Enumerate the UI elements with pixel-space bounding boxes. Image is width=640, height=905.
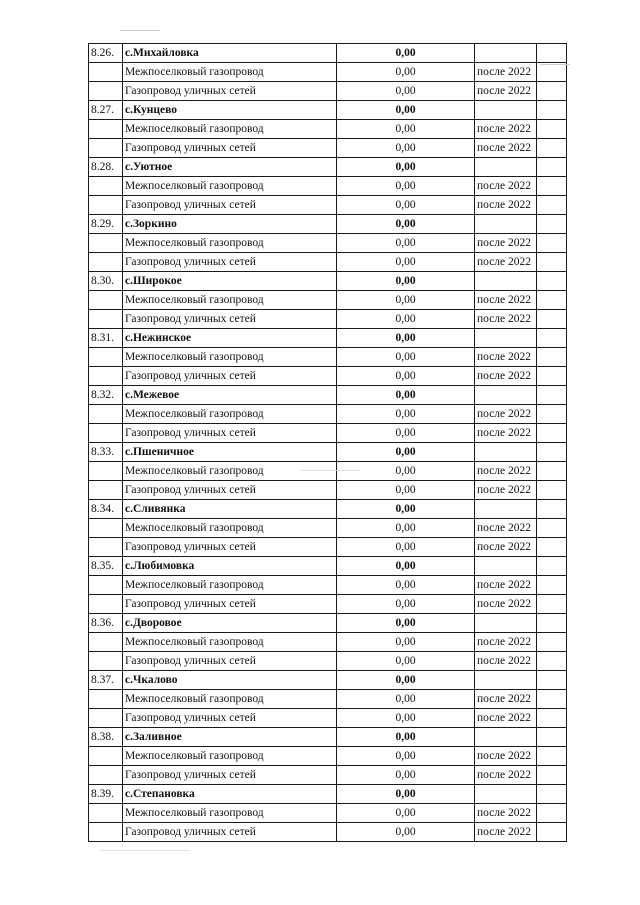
pipeline-value: 0,00 [337, 823, 475, 842]
row-number: 8.35. [89, 557, 123, 576]
extra-cell [537, 424, 567, 443]
extra-cell [537, 576, 567, 595]
row-number [89, 519, 123, 538]
row-number [89, 576, 123, 595]
pipeline-term: после 2022 [475, 804, 537, 823]
extra-cell [537, 291, 567, 310]
pipeline-row [89, 82, 567, 101]
extra-cell [537, 652, 567, 671]
pipeline-term: после 2022 [475, 120, 537, 139]
village-row [89, 671, 567, 690]
pipeline-row [89, 177, 567, 196]
extra-cell [537, 481, 567, 500]
pipeline-value: 0,00 [337, 234, 475, 253]
pipeline-value: 0,00 [337, 405, 475, 424]
extra-cell [537, 538, 567, 557]
village-row [89, 557, 567, 576]
pipeline-value: 0,00 [337, 63, 475, 82]
extra-cell [537, 158, 567, 177]
pipeline-term: после 2022 [475, 766, 537, 785]
village-row [89, 500, 567, 519]
pipeline-row [89, 310, 567, 329]
pipeline-row [89, 348, 567, 367]
pipeline-row [89, 538, 567, 557]
term-cell [475, 44, 537, 63]
row-number [89, 348, 123, 367]
village-name: с.Межевое [123, 386, 337, 405]
pipeline-term: после 2022 [475, 139, 537, 158]
scan-speckle [120, 30, 160, 31]
pipeline-name: Газопровод уличных сетей [123, 367, 337, 386]
village-name: с.Пшеничное [123, 443, 337, 462]
pipeline-term: после 2022 [475, 424, 537, 443]
village-name: с.Чкалово [123, 671, 337, 690]
extra-cell [537, 405, 567, 424]
pipeline-row [89, 519, 567, 538]
pipeline-row [89, 690, 567, 709]
pipeline-term: после 2022 [475, 576, 537, 595]
row-number [89, 595, 123, 614]
row-number [89, 310, 123, 329]
village-name: с.Михайловка [123, 44, 337, 63]
pipeline-term: после 2022 [475, 519, 537, 538]
village-row [89, 44, 567, 63]
row-number [89, 291, 123, 310]
pipeline-row [89, 747, 567, 766]
village-name: с.Сливянка [123, 500, 337, 519]
row-number [89, 747, 123, 766]
village-name: с.Нежинское [123, 329, 337, 348]
pipeline-value: 0,00 [337, 424, 475, 443]
pipeline-term: после 2022 [475, 405, 537, 424]
row-number [89, 82, 123, 101]
pipeline-value: 0,00 [337, 462, 475, 481]
village-total: 0,00 [337, 500, 475, 519]
pipeline-value: 0,00 [337, 576, 475, 595]
village-name: с.Широкое [123, 272, 337, 291]
term-cell [475, 101, 537, 120]
pipeline-name: Газопровод уличных сетей [123, 310, 337, 329]
row-number: 8.28. [89, 158, 123, 177]
extra-cell [537, 519, 567, 538]
pipeline-name: Межпоселковый газопровод [123, 63, 337, 82]
pipeline-name: Газопровод уличных сетей [123, 595, 337, 614]
pipeline-name: Газопровод уличных сетей [123, 253, 337, 272]
row-number [89, 538, 123, 557]
pipeline-row [89, 823, 567, 842]
extra-cell [537, 462, 567, 481]
extra-cell [537, 766, 567, 785]
extra-cell [537, 101, 567, 120]
row-number [89, 652, 123, 671]
village-row [89, 329, 567, 348]
pipeline-value: 0,00 [337, 367, 475, 386]
row-number [89, 481, 123, 500]
pipeline-name: Межпоселковый газопровод [123, 690, 337, 709]
pipeline-value: 0,00 [337, 348, 475, 367]
pipeline-name: Межпоселковый газопровод [123, 633, 337, 652]
extra-cell [537, 253, 567, 272]
extra-cell [537, 690, 567, 709]
row-number: 8.29. [89, 215, 123, 234]
pipeline-term: после 2022 [475, 462, 537, 481]
pipeline-row [89, 633, 567, 652]
extra-cell [537, 785, 567, 804]
extra-cell [537, 557, 567, 576]
pipeline-name: Межпоселковый газопровод [123, 291, 337, 310]
village-total: 0,00 [337, 728, 475, 747]
pipeline-row [89, 652, 567, 671]
pipeline-name: Межпоселковый газопровод [123, 519, 337, 538]
pipeline-term: после 2022 [475, 82, 537, 101]
pipeline-row [89, 804, 567, 823]
pipeline-name: Газопровод уличных сетей [123, 481, 337, 500]
scan-speckle [100, 850, 190, 851]
village-total: 0,00 [337, 44, 475, 63]
pipeline-term: после 2022 [475, 823, 537, 842]
pipeline-row [89, 367, 567, 386]
pipeline-value: 0,00 [337, 652, 475, 671]
village-total: 0,00 [337, 614, 475, 633]
pipeline-value: 0,00 [337, 291, 475, 310]
row-number [89, 823, 123, 842]
row-number: 8.39. [89, 785, 123, 804]
term-cell [475, 500, 537, 519]
row-number: 8.31. [89, 329, 123, 348]
extra-cell [537, 614, 567, 633]
pipeline-value: 0,00 [337, 519, 475, 538]
village-name: с.Зоркино [123, 215, 337, 234]
pipeline-term: после 2022 [475, 633, 537, 652]
row-number [89, 196, 123, 215]
extra-cell [537, 367, 567, 386]
term-cell [475, 614, 537, 633]
pipeline-value: 0,00 [337, 139, 475, 158]
pipeline-name: Межпоселковый газопровод [123, 405, 337, 424]
village-name: с.Кунцево [123, 101, 337, 120]
pipeline-row [89, 595, 567, 614]
village-total: 0,00 [337, 671, 475, 690]
pipeline-term: после 2022 [475, 690, 537, 709]
extra-cell [537, 500, 567, 519]
pipeline-term: после 2022 [475, 234, 537, 253]
row-number [89, 709, 123, 728]
pipeline-value: 0,00 [337, 595, 475, 614]
pipeline-name: Газопровод уличных сетей [123, 766, 337, 785]
pipeline-value: 0,00 [337, 709, 475, 728]
pipeline-name: Газопровод уличных сетей [123, 538, 337, 557]
row-number: 8.38. [89, 728, 123, 747]
row-number [89, 120, 123, 139]
extra-cell [537, 196, 567, 215]
term-cell [475, 728, 537, 747]
pipeline-value: 0,00 [337, 177, 475, 196]
row-number [89, 804, 123, 823]
village-total: 0,00 [337, 272, 475, 291]
pipeline-value: 0,00 [337, 82, 475, 101]
scan-speckle [300, 470, 360, 471]
extra-cell [537, 443, 567, 462]
extra-cell [537, 177, 567, 196]
pipeline-name: Межпоселковый газопровод [123, 177, 337, 196]
village-total: 0,00 [337, 386, 475, 405]
row-number: 8.30. [89, 272, 123, 291]
pipeline-term: после 2022 [475, 481, 537, 500]
village-row [89, 785, 567, 804]
village-total: 0,00 [337, 443, 475, 462]
pipeline-value: 0,00 [337, 747, 475, 766]
pipeline-term: после 2022 [475, 310, 537, 329]
pipeline-value: 0,00 [337, 196, 475, 215]
row-number: 8.32. [89, 386, 123, 405]
village-row [89, 728, 567, 747]
extra-cell [537, 234, 567, 253]
pipeline-row [89, 709, 567, 728]
pipeline-term: после 2022 [475, 367, 537, 386]
pipeline-name: Газопровод уличных сетей [123, 424, 337, 443]
pipeline-row [89, 405, 567, 424]
pipeline-value: 0,00 [337, 310, 475, 329]
extra-cell [537, 804, 567, 823]
extra-cell [537, 272, 567, 291]
village-total: 0,00 [337, 215, 475, 234]
village-total: 0,00 [337, 101, 475, 120]
extra-cell [537, 671, 567, 690]
row-number: 8.34. [89, 500, 123, 519]
village-total: 0,00 [337, 785, 475, 804]
pipeline-name: Межпоселковый газопровод [123, 576, 337, 595]
pipeline-term: после 2022 [475, 747, 537, 766]
village-total: 0,00 [337, 557, 475, 576]
extra-cell [537, 120, 567, 139]
extra-cell [537, 139, 567, 158]
row-number [89, 234, 123, 253]
pipeline-name: Газопровод уличных сетей [123, 139, 337, 158]
pipeline-row [89, 462, 567, 481]
extra-cell [537, 595, 567, 614]
extra-cell [537, 44, 567, 63]
term-cell [475, 158, 537, 177]
pipeline-name: Межпоселковый газопровод [123, 462, 337, 481]
row-number [89, 253, 123, 272]
pipeline-value: 0,00 [337, 804, 475, 823]
pipeline-term: после 2022 [475, 291, 537, 310]
pipeline-name: Газопровод уличных сетей [123, 82, 337, 101]
row-number [89, 690, 123, 709]
extra-cell [537, 386, 567, 405]
pipeline-name: Межпоселковый газопровод [123, 234, 337, 253]
pipeline-term: после 2022 [475, 63, 537, 82]
pipeline-row [89, 63, 567, 82]
pipeline-row [89, 481, 567, 500]
term-cell [475, 557, 537, 576]
gas-pipeline-table [88, 43, 567, 842]
village-row [89, 386, 567, 405]
pipeline-value: 0,00 [337, 766, 475, 785]
village-name: с.Дворовое [123, 614, 337, 633]
village-row [89, 158, 567, 177]
extra-cell [537, 329, 567, 348]
term-cell [475, 215, 537, 234]
pipeline-term: после 2022 [475, 177, 537, 196]
pipeline-term: после 2022 [475, 538, 537, 557]
pipeline-term: после 2022 [475, 253, 537, 272]
extra-cell [537, 823, 567, 842]
extra-cell [537, 728, 567, 747]
pipeline-name: Межпоселковый газопровод [123, 120, 337, 139]
village-row [89, 614, 567, 633]
village-name: с.Заливное [123, 728, 337, 747]
pipeline-name: Межпоселковый газопровод [123, 348, 337, 367]
term-cell [475, 272, 537, 291]
pipeline-term: после 2022 [475, 652, 537, 671]
village-row [89, 101, 567, 120]
term-cell [475, 785, 537, 804]
pipeline-name: Газопровод уличных сетей [123, 196, 337, 215]
pipeline-term: после 2022 [475, 196, 537, 215]
term-cell [475, 386, 537, 405]
pipeline-row [89, 196, 567, 215]
pipeline-row [89, 139, 567, 158]
extra-cell [537, 215, 567, 234]
pipeline-value: 0,00 [337, 690, 475, 709]
village-row [89, 215, 567, 234]
pipeline-term: после 2022 [475, 348, 537, 367]
row-number [89, 424, 123, 443]
pipeline-row [89, 120, 567, 139]
table-body [89, 44, 567, 842]
village-total: 0,00 [337, 158, 475, 177]
pipeline-row [89, 234, 567, 253]
row-number [89, 177, 123, 196]
village-name: с.Любимовка [123, 557, 337, 576]
row-number [89, 766, 123, 785]
village-name: с.Степановка [123, 785, 337, 804]
pipeline-term: после 2022 [475, 595, 537, 614]
pipeline-name: Межпоселковый газопровод [123, 747, 337, 766]
row-number [89, 462, 123, 481]
row-number [89, 63, 123, 82]
term-cell [475, 443, 537, 462]
pipeline-row [89, 424, 567, 443]
row-number: 8.36. [89, 614, 123, 633]
pipeline-value: 0,00 [337, 481, 475, 500]
pipeline-row [89, 253, 567, 272]
extra-cell [537, 310, 567, 329]
pipeline-row [89, 291, 567, 310]
row-number: 8.33. [89, 443, 123, 462]
term-cell [475, 671, 537, 690]
row-number: 8.37. [89, 671, 123, 690]
extra-cell [537, 709, 567, 728]
village-row [89, 443, 567, 462]
row-number: 8.26. [89, 44, 123, 63]
pipeline-name: Межпоселковый газопровод [123, 804, 337, 823]
extra-cell [537, 63, 567, 82]
pipeline-value: 0,00 [337, 253, 475, 272]
pipeline-row [89, 766, 567, 785]
extra-cell [537, 82, 567, 101]
extra-cell [537, 633, 567, 652]
pipeline-value: 0,00 [337, 538, 475, 557]
extra-cell [537, 348, 567, 367]
extra-cell [537, 747, 567, 766]
term-cell [475, 329, 537, 348]
row-number [89, 405, 123, 424]
scan-speckle [540, 64, 570, 65]
row-number: 8.27. [89, 101, 123, 120]
pipeline-name: Газопровод уличных сетей [123, 652, 337, 671]
village-row [89, 272, 567, 291]
row-number [89, 633, 123, 652]
pipeline-term: после 2022 [475, 709, 537, 728]
pipeline-value: 0,00 [337, 633, 475, 652]
pipeline-name: Газопровод уличных сетей [123, 709, 337, 728]
pipeline-name: Газопровод уличных сетей [123, 823, 337, 842]
village-name: с.Уютное [123, 158, 337, 177]
row-number [89, 367, 123, 386]
row-number [89, 139, 123, 158]
village-total: 0,00 [337, 329, 475, 348]
pipeline-row [89, 576, 567, 595]
pipeline-value: 0,00 [337, 120, 475, 139]
